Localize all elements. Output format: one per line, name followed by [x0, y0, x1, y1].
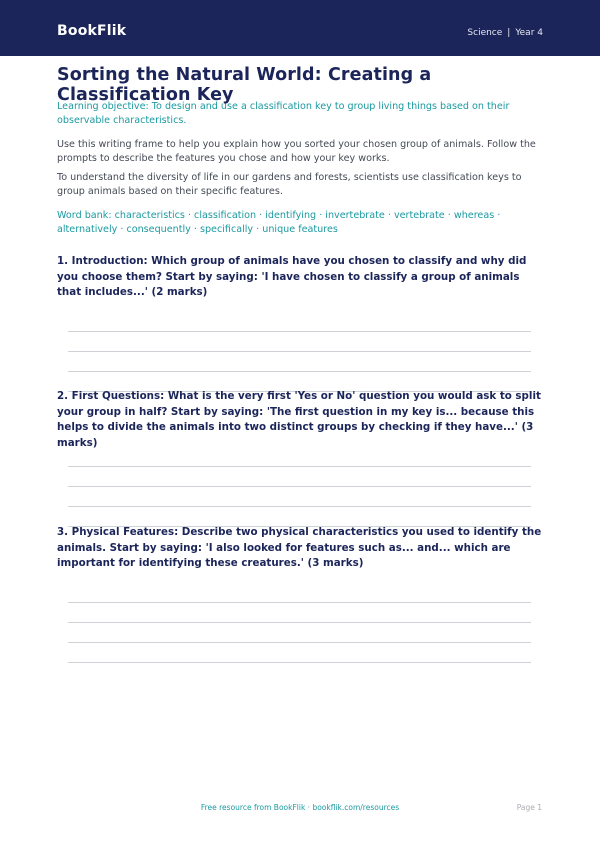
header-bar	[0, 0, 600, 56]
page-title: Sorting the Natural World: Creating a Classification Key	[57, 65, 432, 105]
answer-line-2-2[interactable]	[68, 486, 531, 487]
answer-line-3-1[interactable]	[68, 602, 531, 603]
subject-label: Science	[467, 28, 503, 38]
question-1: 1. Introduction: Which group of animals have you chosen to classify and why did you choose them? Start by saying: 'I have chosen to classify a group of animals that includes...' (2 marks)	[57, 255, 527, 298]
brand-logo[interactable]: BookFlik	[57, 23, 127, 39]
answer-line-1-1[interactable]	[68, 331, 531, 332]
answer-line-1-2[interactable]	[68, 351, 531, 352]
intro-text: Use this writing frame to help you explain how you sorted your chosen group of animals. Follow the prompts to describe the features you chose and how your key works.	[57, 139, 536, 164]
answer-line-3-3[interactable]	[68, 642, 531, 643]
context-text: To understand the diversity of life in our gardens and forests, scientists use classification keys to group animals based on their specific features.	[57, 172, 522, 197]
page-number: Page 1	[516, 803, 542, 812]
learning-objective: Learning objective: To design and use a classification key to group living things based on their observable characteristics.	[57, 101, 510, 126]
answer-line-1-3[interactable]	[68, 371, 531, 372]
question-2: 2. First Questions: What is the very first 'Yes or No' question you would ask to split your group in half? Start by saying: 'The first question in my key is... because this helps to divide the animals into two distinct groups by checking if they have...' (3 marks)	[57, 390, 541, 449]
subject-year-label	[467, 28, 543, 38]
answer-line-3-2[interactable]	[68, 622, 531, 623]
footer-credit[interactable]: Free resource from BookFlik · bookflik.com/resources	[200, 803, 400, 812]
answer-line-2-3[interactable]	[68, 506, 531, 507]
answer-line-2-1[interactable]	[68, 466, 531, 467]
question-3: 3. Physical Features: Describe two physical characteristics you used to identify the animals. Start by saying: 'I also looked for features such as... and... which are important for identifying these creatures.' (3 marks)	[57, 526, 542, 569]
year-label: Year 4	[515, 28, 543, 38]
separator: |	[507, 28, 511, 38]
word-bank: Word bank: characteristics · classification · identifying · invertebrate · vertebrate · whereas · alternatively · consequently · specifically · unique features	[57, 210, 501, 235]
answer-line-3-4[interactable]	[68, 662, 531, 663]
